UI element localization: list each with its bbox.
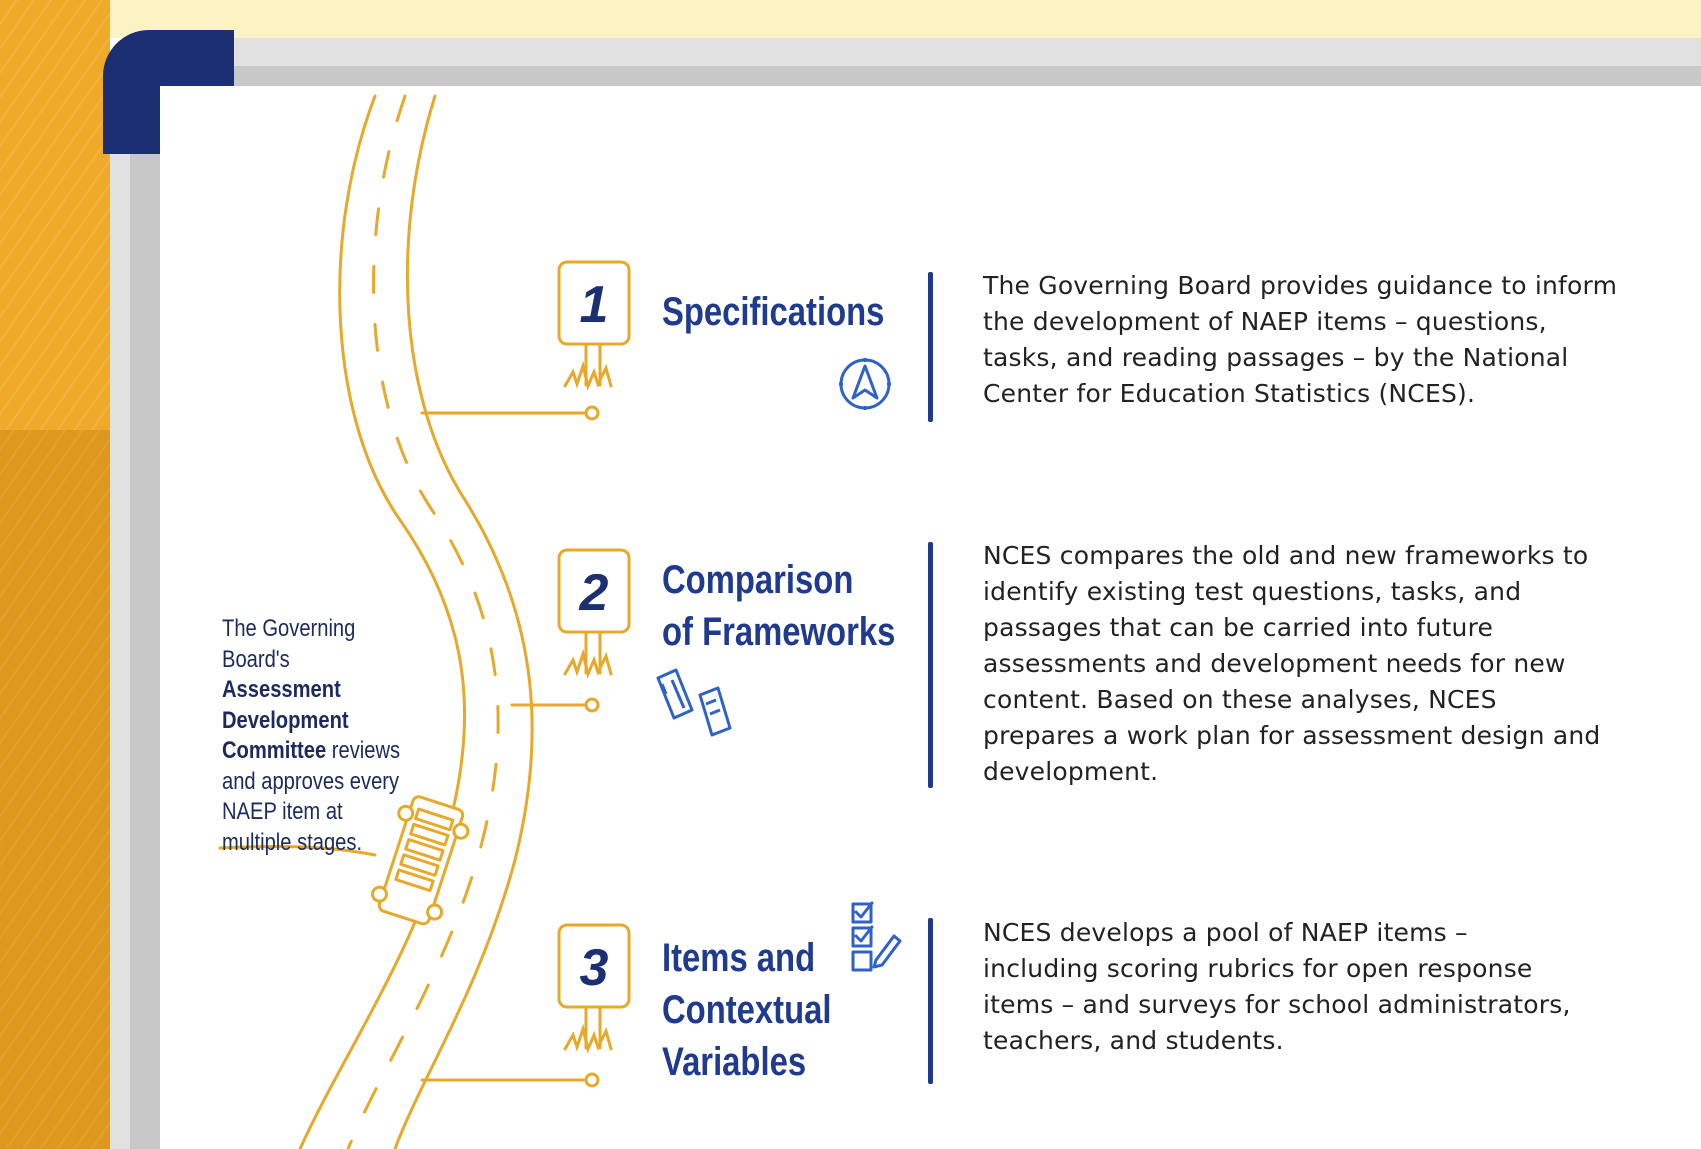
- connector-dot-1: [586, 407, 598, 419]
- step-1-divider: [928, 272, 933, 422]
- step-3-title-line-2: Contextual: [662, 988, 832, 1032]
- road-edge-right: [395, 96, 532, 1149]
- step-2-title-line-1: Comparison: [662, 558, 854, 602]
- step-number-1: 1: [579, 276, 609, 334]
- side-note-prefix: The Governing Board's: [222, 615, 356, 673]
- step-2-divider: [928, 542, 933, 788]
- step-number-2: 2: [579, 564, 609, 622]
- compass-icon: [839, 358, 891, 410]
- step-2-description: NCES compares the old and new frameworks to identify existing test questions, tasks, and passages that can be carried into future assessments and development needs for new content. Based on these analyses, NCES prepares a work plan for assessment design and development.: [983, 541, 1601, 786]
- step-3-description: NCES develops a pool of NAEP items – including scoring rubrics for open response items – and surveys for school administrators, teachers, and students.: [983, 918, 1571, 1055]
- step-2-title-line-2: of Frameworks: [662, 610, 896, 654]
- checklist-icon: [853, 903, 900, 970]
- books-icon: [658, 670, 730, 735]
- step-1-title: [662, 286, 884, 338]
- side-note-bold: Assessment Development Committee: [222, 676, 349, 764]
- step-3-title-line-1: Items and: [662, 936, 816, 980]
- step-number-3: 3: [579, 939, 609, 997]
- step-1-title-line-1: Specifications: [662, 290, 885, 334]
- side-note-suffix: reviews and approves every NAEP item at multiple stages.: [222, 737, 401, 856]
- step-3-divider: [928, 918, 933, 1084]
- connector-dot-3: [586, 1074, 598, 1086]
- step-1-description: The Governing Board provides guidance to inform the development of NAEP items – questions, tasks, and reading passages – by the National Center for Education Statistics (NCES).: [983, 271, 1618, 408]
- side-note: [222, 614, 407, 858]
- connector-dot-2: [586, 699, 598, 711]
- step-2-title: [662, 554, 895, 658]
- step-3-title-line-3: Variables: [662, 1040, 807, 1084]
- step-3-title: [662, 932, 831, 1088]
